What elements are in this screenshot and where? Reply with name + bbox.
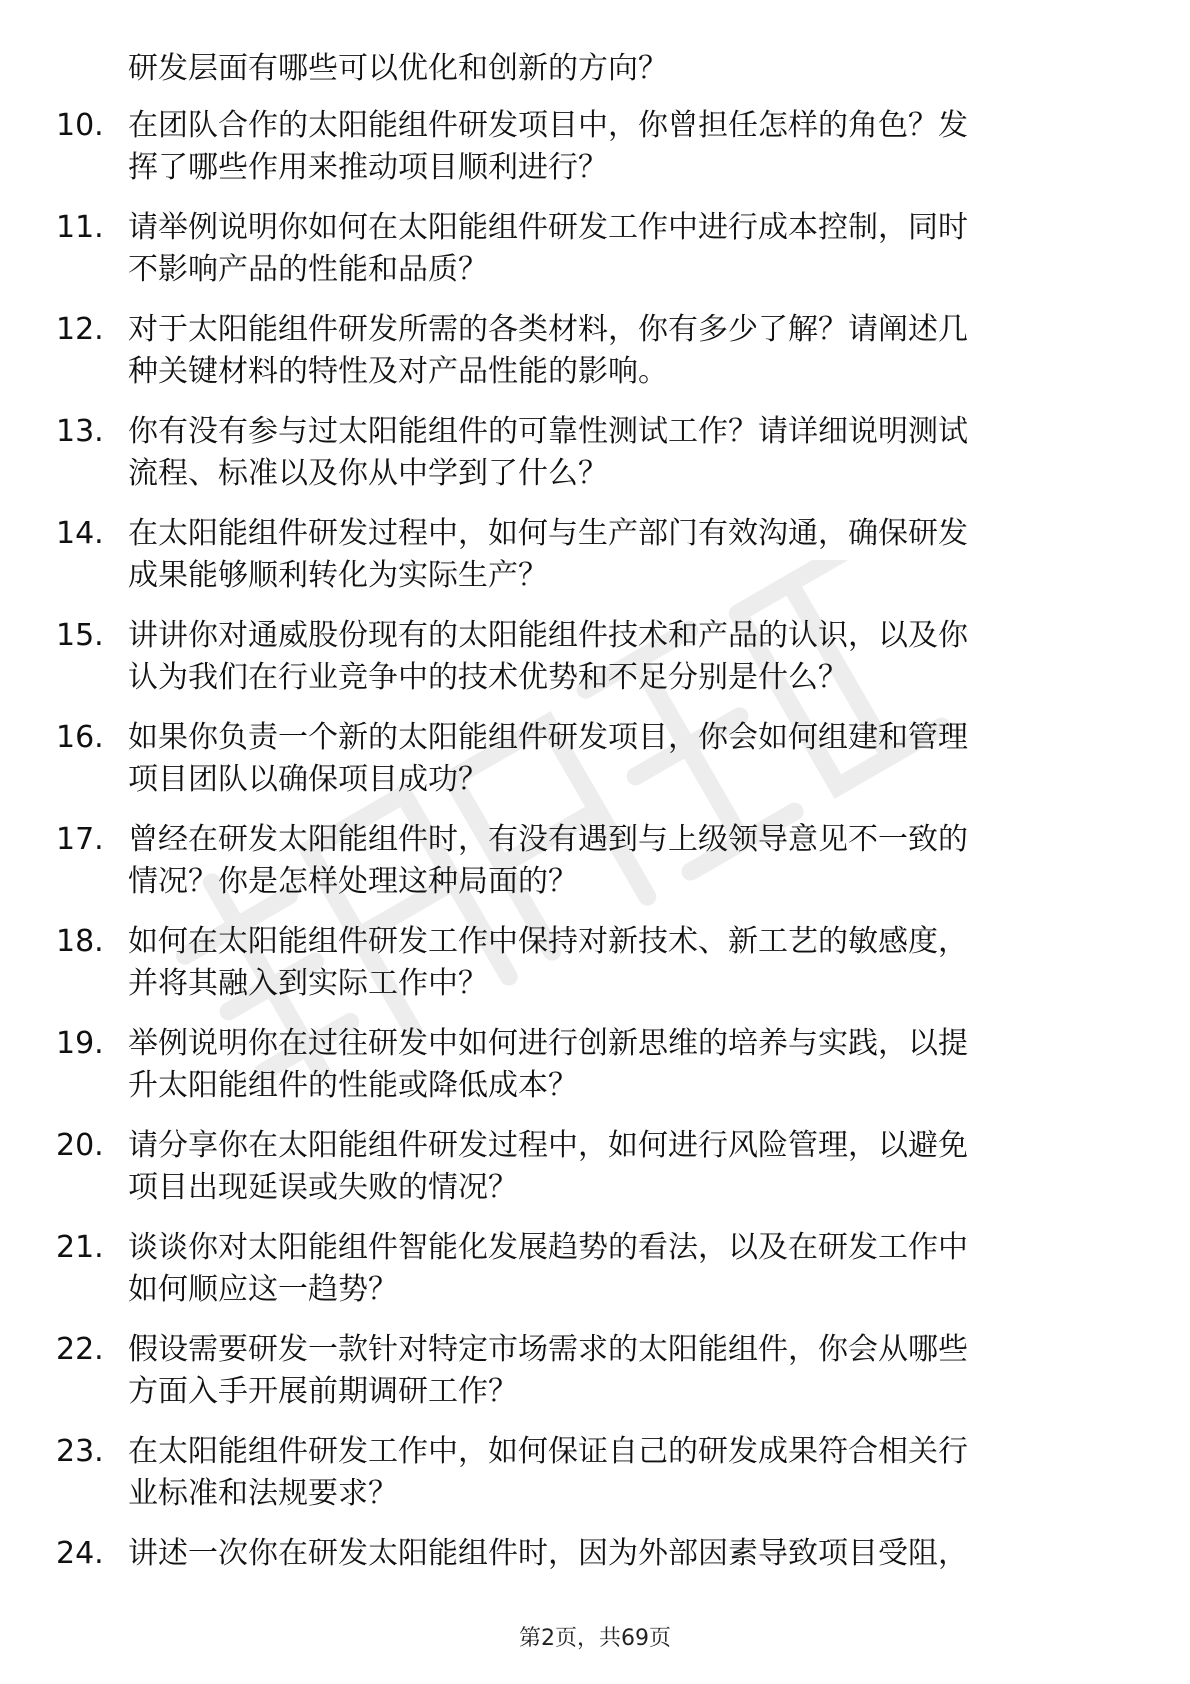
question-line: 在太阳能组件研发工作中，如何保证自己的研发成果符合相关行 (128, 1434, 968, 1469)
list-item (0, 207, 1190, 309)
question-line: 如果你负责一个新的太阳能组件研发项目，你会如何组建和管理 (128, 720, 968, 755)
question-line: 对于太阳能组件研发所需的各类材料，你有多少了解？请阐述几 (128, 312, 968, 347)
question-line: 并将其融入到实际工作中？ (128, 966, 488, 1001)
question-number: 20. (56, 1128, 104, 1163)
question-text (128, 1431, 1118, 1515)
question-line: 在团队合作的太阳能组件研发项目中，你曾担任怎样的角色？发 (128, 108, 968, 143)
question-line: 假设需要研发一款针对特定市场需求的太阳能组件，你会从哪些 (128, 1332, 968, 1367)
question-text (128, 207, 1118, 291)
list-item (0, 1533, 1190, 1635)
question-number: 11. (56, 210, 104, 245)
question-line: 讲述一次你在研发太阳能组件时，因为外部因素导致项目受阻， (128, 1536, 968, 1571)
continuation-text: 研发层面有哪些可以优化和创新的方向？ (128, 51, 668, 86)
question-text (128, 411, 1118, 495)
question-text (128, 1533, 1118, 1575)
list-item (0, 1125, 1190, 1227)
question-number: 23. (56, 1434, 104, 1469)
question-number: 13. (56, 414, 104, 449)
question-line: 种关键材料的特性及对产品性能的影响。 (128, 354, 668, 389)
question-line: 如何在太阳能组件研发工作中保持对新技术、新工艺的敏感度， (128, 924, 968, 959)
question-line: 流程、标准以及你从中学到了什么？ (128, 456, 608, 491)
question-text (128, 105, 1118, 189)
question-line: 如何顺应这一趋势？ (128, 1272, 398, 1307)
question-line: 成果能够顺利转化为实际生产？ (128, 558, 548, 593)
list-item (0, 513, 1190, 615)
question-number: 17. (56, 822, 104, 857)
question-text (128, 1329, 1118, 1413)
question-number: 24. (56, 1536, 104, 1571)
question-number: 16. (56, 720, 104, 755)
list-item (0, 717, 1190, 819)
question-number: 22. (56, 1332, 104, 1367)
list-item (0, 921, 1190, 1023)
question-text (128, 1227, 1118, 1311)
question-line: 你有没有参与过太阳能组件的可靠性测试工作？请详细说明测试 (128, 414, 968, 449)
question-line: 讲讲你对通威股份现有的太阳能组件技术和产品的认识，以及你 (128, 618, 968, 653)
question-line: 认为我们在行业竞争中的技术优势和不足分别是什么？ (128, 660, 848, 695)
question-line: 举例说明你在过往研发中如何进行创新思维的培养与实践，以提 (128, 1026, 968, 1061)
question-text (128, 717, 1118, 801)
question-text (128, 1125, 1118, 1209)
question-line: 项目团队以确保项目成功？ (128, 762, 488, 797)
question-line: 曾经在研发太阳能组件时，有没有遇到与上级领导意见不一致的 (128, 822, 968, 857)
list-item (0, 1431, 1190, 1533)
question-line: 谈谈你对太阳能组件智能化发展趋势的看法，以及在研发工作中 (128, 1230, 968, 1265)
question-line: 请分享你在太阳能组件研发过程中，如何进行风险管理，以避免 (128, 1128, 968, 1163)
question-number: 10. (56, 108, 104, 143)
page-footer: 第2页，共69页 (519, 1626, 671, 1651)
question-line: 在太阳能组件研发过程中，如何与生产部门有效沟通，确保研发 (128, 516, 968, 551)
list-item (0, 1329, 1190, 1431)
question-line: 方面入手开展前期调研工作？ (128, 1374, 518, 1409)
question-line: 请举例说明你如何在太阳能组件研发工作中进行成本控制，同时 (128, 210, 968, 245)
question-line: 业标准和法规要求？ (128, 1476, 398, 1511)
list-item (0, 411, 1190, 513)
list-item (0, 1023, 1190, 1125)
question-text (128, 513, 1118, 597)
question-line: 挥了哪些作用来推动项目顺利进行？ (128, 150, 608, 185)
question-text (128, 615, 1118, 699)
question-line: 情况？你是怎样处理这种局面的？ (128, 864, 578, 899)
question-text (128, 921, 1118, 1005)
question-number: 14. (56, 516, 104, 551)
question-text (128, 309, 1118, 393)
question-text (128, 1023, 1118, 1107)
list-item (0, 105, 1190, 207)
list-item (0, 309, 1190, 411)
question-line: 项目出现延误或失败的情况？ (128, 1170, 518, 1205)
question-number: 15. (56, 618, 104, 653)
list-item (0, 819, 1190, 921)
question-line: 升太阳能组件的性能或降低成本？ (128, 1068, 578, 1103)
question-text (128, 819, 1118, 903)
list-item (0, 615, 1190, 717)
question-number: 12. (56, 312, 104, 347)
question-line: 不影响产品的性能和品质？ (128, 252, 488, 287)
question-number: 19. (56, 1026, 104, 1061)
question-list (0, 105, 1190, 1635)
question-number: 18. (56, 924, 104, 959)
list-item (0, 1227, 1190, 1329)
question-number: 21. (56, 1230, 104, 1265)
